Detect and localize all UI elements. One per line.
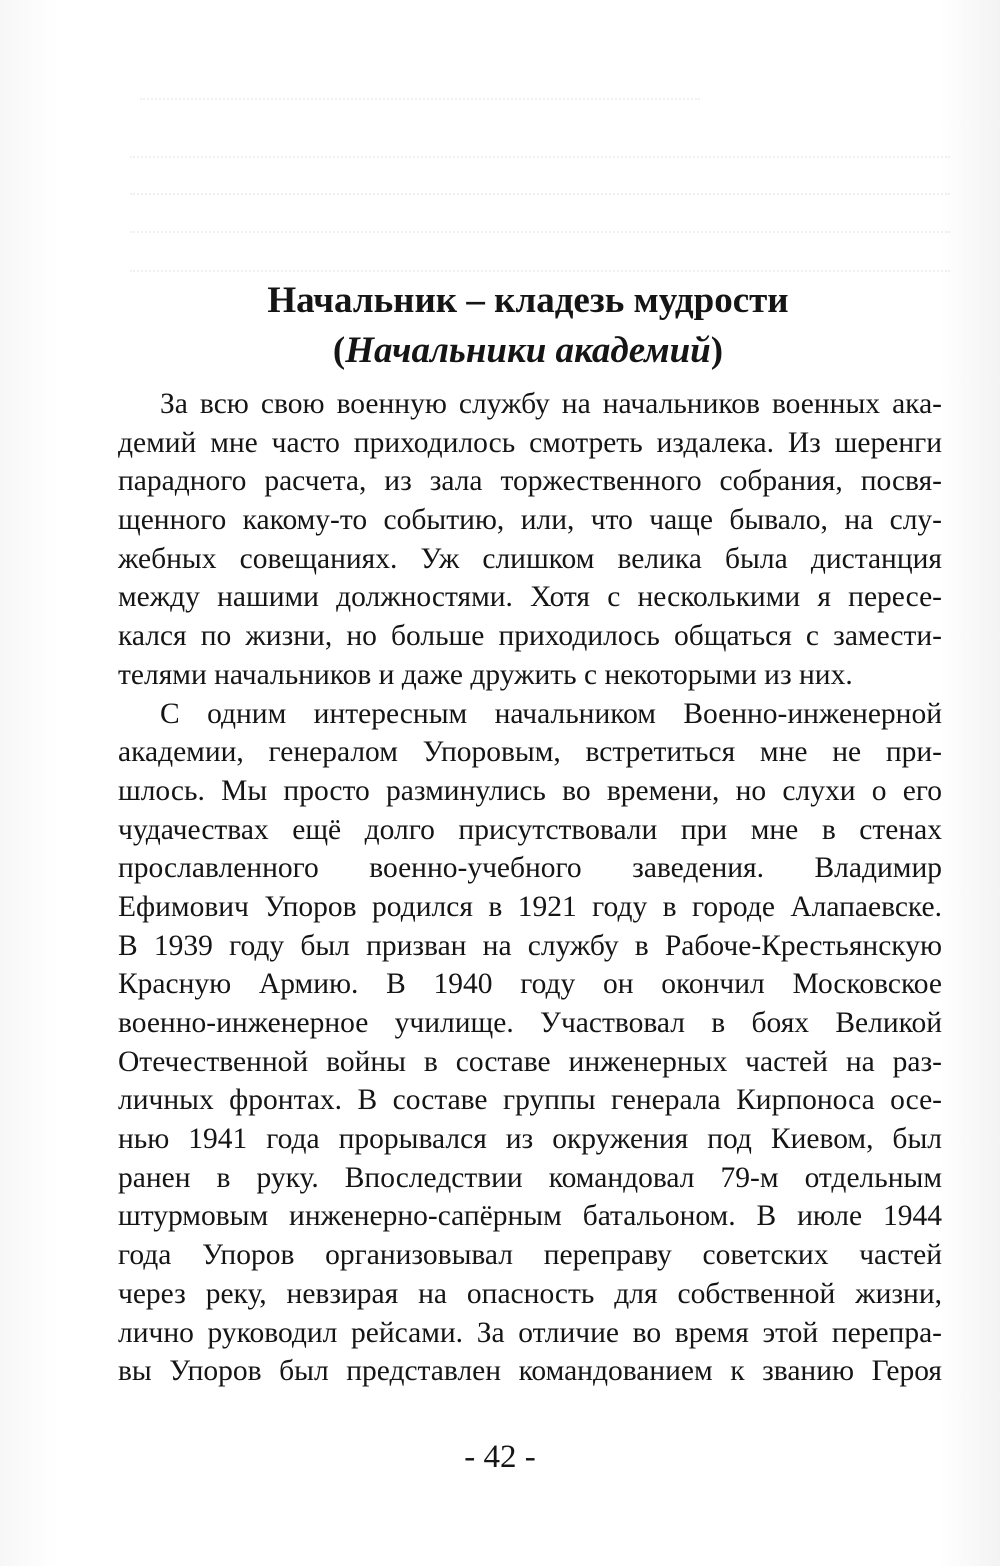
- text-line: вы Упоров был представлен командованием к званию Героя: [118, 1355, 942, 1388]
- subtitle-open-paren: (: [332, 330, 346, 371]
- text-line: нью 1941 года прорывался из окружения под Киевом, был: [118, 1123, 942, 1156]
- text-line: телями начальников и даже дружить с некоторыми из них.: [118, 658, 853, 691]
- text-line: ранен в руку. Впоследствии командовал 79-м отдельным: [118, 1161, 942, 1194]
- text-line: академии, генералом Упоровым, встретиться мне не при-: [118, 736, 942, 769]
- subtitle-text: Начальники академий: [345, 330, 711, 371]
- text-line: парадного расчета, из зала торжественного собрания, посвя-: [118, 465, 942, 498]
- text-line: щенного какому-то событию, или, что чаще бывало, на слу-: [118, 504, 942, 537]
- text-line: кался по жизни, но больше приходилось общаться с замести-: [118, 620, 942, 653]
- text-line: С одним интересным начальником Военно-инженерной: [160, 697, 942, 730]
- bleed-through-line: [130, 262, 950, 272]
- text-line: Ефимович Упоров родился в 1921 году в городе Алапаевске.: [118, 890, 942, 923]
- subtitle-close-paren: ): [710, 330, 724, 371]
- bleed-through-line: [140, 90, 700, 100]
- bleed-through-line: [130, 148, 950, 158]
- text-line: через реку, невзирая на опасность для собственной жизни,: [118, 1277, 942, 1310]
- text-line: шлось. Мы просто разминулись во времени, но слухи о его: [118, 774, 942, 807]
- text-line: За всю свою военную службу на начальников военных ака-: [160, 388, 942, 420]
- text-line: лично руководил рейсами. За отличие во время этой перепра-: [118, 1316, 942, 1349]
- body-text: [118, 385, 942, 1391]
- bleed-through-line: [130, 223, 950, 233]
- text-line: демий мне часто приходилось смотреть издалека. Из шеренги: [118, 426, 942, 459]
- text-line: года Упоров организовывал переправу советских частей: [118, 1239, 942, 1272]
- text-line: В 1939 году был призван на службу в Рабоче-Крестьянскую: [118, 929, 942, 962]
- text-line: между нашими должностями. Хотя с несколькими я пересе-: [118, 581, 942, 614]
- bleed-through-line: [130, 185, 950, 195]
- text-line: жебных совещаниях. Уж слишком велика была дистанция: [118, 542, 942, 575]
- text-line: штурмовым инженерно-сапёрным батальоном. В июле 1944: [118, 1200, 942, 1233]
- chapter-subtitle: [118, 326, 938, 376]
- text-line: Отечественной войны в составе инженерных частей на раз-: [118, 1045, 942, 1078]
- text-line: чудачествах ещё долго присутствовали при мне в стенах: [118, 813, 942, 846]
- chapter-title: Начальник – кладезь мудрости: [267, 280, 789, 321]
- page-number: - 42 -: [464, 1439, 536, 1475]
- text-line: военно-инженерное училище. Участвовал в боях Великой: [118, 1007, 942, 1039]
- text-line: прославленного военно-учебного заведения. Владимир: [118, 852, 942, 885]
- text-line: Красную Армию. В 1940 году он окончил Московское: [118, 968, 942, 1001]
- text-line: личных фронтах. В составе группы генерала Кирпоноса осе-: [118, 1084, 942, 1117]
